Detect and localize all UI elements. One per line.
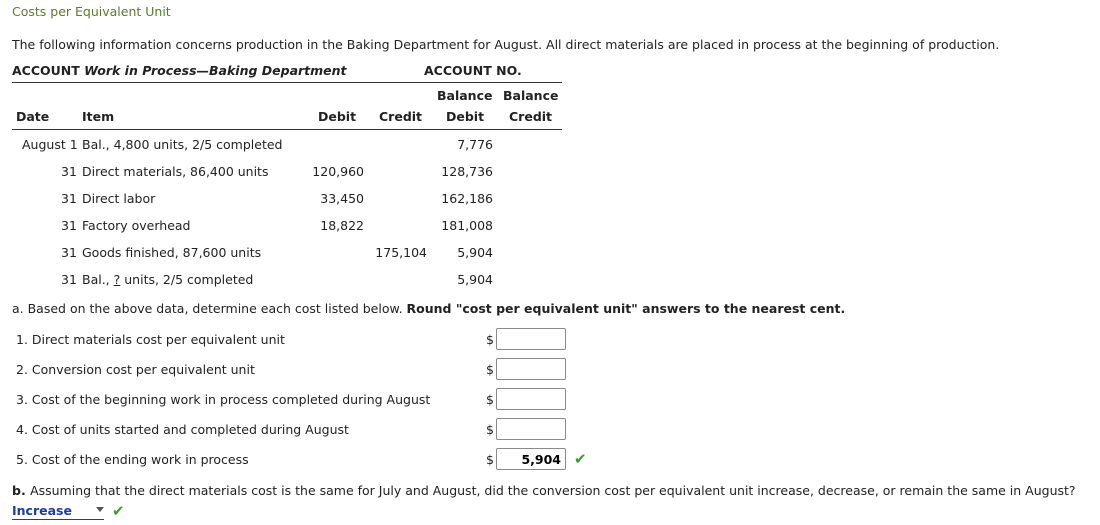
row-balance-debit: 181,008 bbox=[441, 218, 493, 233]
row-item: Bal., ? units, 2/5 completed bbox=[82, 272, 254, 287]
question-4-label: 4. Cost of units started and completed during August bbox=[16, 422, 349, 437]
row-date: 31 bbox=[61, 272, 77, 287]
row-debit: 33,450 bbox=[320, 191, 364, 206]
col-balance-debit-top: Balance bbox=[437, 88, 493, 103]
col-debit: Debit bbox=[318, 109, 357, 124]
dollar-sign: $ bbox=[486, 362, 494, 377]
col-balance-credit: Credit bbox=[509, 109, 553, 124]
row-balance-debit: 5,904 bbox=[457, 245, 493, 260]
question-3-label: 3. Cost of the beginning work in process completed during August bbox=[16, 392, 431, 407]
page-title: Costs per Equivalent Unit bbox=[12, 4, 171, 19]
question-1-label: 1. Direct materials cost per equivalent unit bbox=[16, 332, 285, 347]
row-date: 31 bbox=[61, 218, 77, 233]
part-b-question: b. Assuming that the direct materials cost is the same for July and August, did the conversion cost per equivalent unit increase, decrease, or remain the same in August? bbox=[12, 483, 1076, 498]
col-credit: Credit bbox=[379, 109, 423, 124]
answer-1-input[interactable] bbox=[496, 328, 566, 350]
header-divider bbox=[12, 129, 562, 130]
dollar-sign: $ bbox=[486, 452, 494, 467]
answer-4-input[interactable] bbox=[496, 418, 566, 440]
row-item: Direct materials, 86,400 units bbox=[82, 164, 269, 179]
answer-b-selected-value: Increase bbox=[12, 503, 72, 518]
row-item: Bal., 4,800 units, 2/5 completed bbox=[82, 137, 283, 152]
col-item: Item bbox=[82, 109, 115, 124]
chevron-down-icon bbox=[96, 507, 104, 512]
row-balance-debit: 5,904 bbox=[457, 272, 493, 287]
row-balance-debit: 128,736 bbox=[441, 164, 493, 179]
row-item: Goods finished, 87,600 units bbox=[82, 245, 262, 260]
col-balance-debit: Debit bbox=[446, 109, 485, 124]
account-number-label: ACCOUNT NO. bbox=[424, 63, 522, 78]
row-item: Direct labor bbox=[82, 191, 156, 206]
question-5-label: 5. Cost of the ending work in process bbox=[16, 452, 249, 467]
row-balance-debit: 7,776 bbox=[457, 137, 493, 152]
dollar-sign: $ bbox=[486, 392, 494, 407]
row-debit: 120,960 bbox=[312, 164, 364, 179]
row-date: August 1 bbox=[22, 137, 78, 152]
answer-b-select[interactable] bbox=[12, 503, 104, 520]
check-icon: ✔ bbox=[112, 502, 125, 520]
intro-text: The following information concerns production in the Baking Department for August. All direct materials are placed in process at the beginning of production. bbox=[12, 37, 1000, 52]
account-header bbox=[12, 62, 562, 83]
part-a-instructions: a. Based on the above data, determine each cost listed below. Round "cost per equivalent unit" answers to the nearest cent. bbox=[12, 301, 846, 316]
check-icon: ✔ bbox=[574, 450, 587, 468]
account-name: ACCOUNT Work in Process—Baking Department bbox=[12, 63, 347, 78]
dollar-sign: $ bbox=[486, 422, 494, 437]
row-item: Factory overhead bbox=[82, 218, 191, 233]
answer-2-input[interactable] bbox=[496, 358, 566, 380]
question-2-label: 2. Conversion cost per equivalent unit bbox=[16, 362, 255, 377]
row-debit: 18,822 bbox=[320, 218, 364, 233]
col-date: Date bbox=[16, 109, 50, 124]
dollar-sign: $ bbox=[486, 332, 494, 347]
row-date: 31 bbox=[61, 191, 77, 206]
row-credit: 175,104 bbox=[375, 245, 427, 260]
answer-3-input[interactable] bbox=[496, 388, 566, 410]
row-date: 31 bbox=[61, 245, 77, 260]
col-balance-credit-top: Balance bbox=[503, 88, 559, 103]
answer-5-input[interactable] bbox=[496, 448, 566, 470]
row-balance-debit: 162,186 bbox=[441, 191, 493, 206]
row-date: 31 bbox=[61, 164, 77, 179]
